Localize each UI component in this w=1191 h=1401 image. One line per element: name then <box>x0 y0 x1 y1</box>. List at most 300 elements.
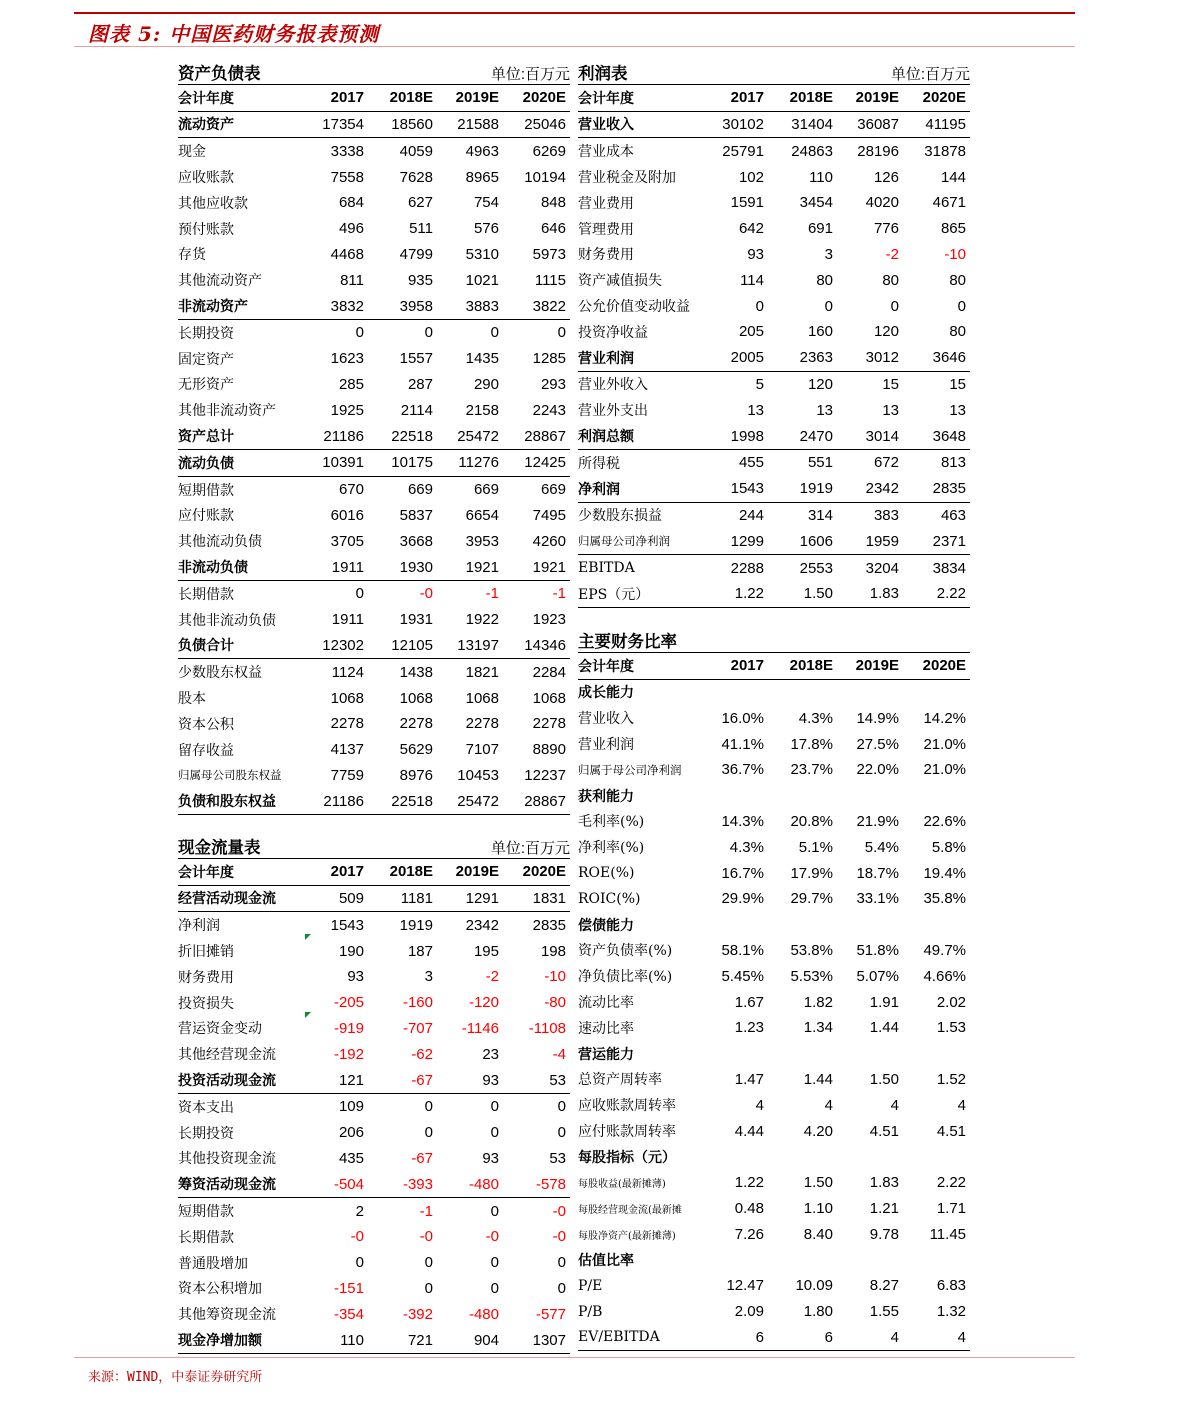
row-label: 长期投资 <box>178 325 234 342</box>
table-row <box>178 1041 570 1067</box>
row-label: 营业外支出 <box>578 403 648 420</box>
table-row <box>178 528 570 554</box>
table-title: 现金流量表 <box>178 837 261 857</box>
row-value: 16.7% <box>721 864 764 882</box>
row-label: 流动负债 <box>178 449 310 476</box>
row-value <box>837 912 903 938</box>
table-row <box>578 555 970 581</box>
row-value: 93 <box>347 968 364 986</box>
table-row <box>578 1273 970 1299</box>
row-value: 16.0% <box>721 709 764 727</box>
row-value: 2278 <box>465 715 499 733</box>
row-value: -67 <box>411 1149 433 1167</box>
row-label: 净利率(%) <box>578 840 645 857</box>
table-row <box>578 783 970 809</box>
unit-label: 单位:百万元 <box>490 839 570 857</box>
table-header-row <box>178 84 570 111</box>
row-value: 3834 <box>932 559 966 577</box>
row-label: 投资损失 <box>178 995 234 1012</box>
row-label: 估值比率 <box>578 1253 634 1270</box>
row-value: 31404 <box>768 111 837 138</box>
row-value: 511 <box>409 220 433 238</box>
row-label: 营业利润 <box>578 737 634 754</box>
table-header-row <box>178 858 570 885</box>
row-label: 营业外收入 <box>578 377 648 394</box>
row-value: 0 <box>557 1098 566 1116</box>
row-value: 5629 <box>399 741 433 759</box>
row-value: 1921 <box>437 554 503 580</box>
row-value: 811 <box>340 271 364 289</box>
row-label: 速动比率 <box>578 1020 634 1037</box>
row-value: 24863 <box>791 142 833 160</box>
table-row <box>578 138 970 164</box>
row-value <box>903 912 970 938</box>
row-value: 5.45% <box>721 967 764 985</box>
row-value: 15 <box>949 375 966 393</box>
table-row <box>578 1067 970 1093</box>
row-value: -577 <box>535 1305 566 1323</box>
row-value <box>903 1041 970 1067</box>
row-value: 1911 <box>310 554 368 580</box>
row-value: -480 <box>468 1305 499 1323</box>
row-value: 21.0% <box>923 761 967 779</box>
table-row <box>178 164 570 190</box>
table-row <box>178 1250 570 1276</box>
table-row <box>578 938 970 964</box>
row-value: 754 <box>473 194 499 212</box>
row-value: 51.8% <box>856 941 899 959</box>
row-value: 1021 <box>465 271 499 289</box>
row-value: 93 <box>747 245 764 263</box>
table-row <box>578 476 970 502</box>
row-value: 4 <box>903 1325 970 1351</box>
row-value: 4.20 <box>803 1122 833 1140</box>
row-value: 12.47 <box>726 1277 764 1295</box>
row-value: 22.6% <box>923 812 967 830</box>
row-value: 120 <box>807 375 833 393</box>
row-value: 1291 <box>437 885 503 912</box>
row-label: 总资产周转率 <box>578 1072 662 1089</box>
row-value: 2342 <box>465 916 499 934</box>
row-label: 归属母公司股东权益 <box>178 768 282 783</box>
row-value: 1.83 <box>837 581 903 607</box>
row-value: 7558 <box>330 168 364 186</box>
row-value: 109 <box>338 1098 364 1116</box>
row-value: 4963 <box>465 142 499 160</box>
row-value: 27.5% <box>856 735 899 753</box>
row-value: 1921 <box>503 554 570 580</box>
row-label: 折旧摊销 <box>178 944 234 961</box>
table-title-row <box>578 58 970 84</box>
row-value: 114 <box>740 271 764 289</box>
row-label: 获利能力 <box>578 788 634 805</box>
figure-caption: 图表 5: 中国医药财务报表预测 <box>88 22 380 46</box>
row-value: 4260 <box>532 532 566 550</box>
row-value <box>768 1144 837 1170</box>
row-value: 551 <box>807 454 833 472</box>
row-value: 1.53 <box>936 1019 967 1037</box>
row-value: 15 <box>882 375 899 393</box>
row-value: 1931 <box>399 611 433 629</box>
row-value <box>710 912 768 938</box>
row-label: 营业税金及附加 <box>578 170 676 187</box>
row-value: 3646 <box>903 345 970 371</box>
row-label: 净负债比率(%) <box>578 969 673 986</box>
table-row <box>578 679 970 705</box>
row-label: 应收账款周转率 <box>578 1098 676 1115</box>
row-value: 5.07% <box>856 967 899 985</box>
row-value: 4.51 <box>869 1122 899 1140</box>
row-value: 80 <box>949 323 966 341</box>
row-value: 3953 <box>465 532 499 550</box>
row-value <box>768 1041 837 1067</box>
row-value: 0 <box>355 585 364 603</box>
table-row <box>178 763 570 789</box>
row-value: 672 <box>873 454 899 472</box>
table-row <box>578 705 970 731</box>
row-label: 资本公积 <box>178 716 234 733</box>
row-value: 4 <box>755 1096 764 1114</box>
row-value: 28867 <box>503 788 570 814</box>
row-value: 3832 <box>310 293 368 319</box>
row-label: 少数股东损益 <box>578 508 662 525</box>
row-value: 80 <box>816 271 833 289</box>
row-value: -1 <box>485 585 499 603</box>
row-value: -120 <box>468 994 499 1012</box>
row-value: 0 <box>490 324 499 342</box>
row-label: 存货 <box>178 247 206 264</box>
table-row <box>578 912 970 938</box>
row-value: -67 <box>368 1067 437 1093</box>
row-label: 营运能力 <box>578 1046 634 1063</box>
row-label: 投资净收益 <box>578 324 648 341</box>
row-value: -160 <box>402 994 433 1012</box>
row-value: 5.4% <box>864 838 899 856</box>
row-label: 其他非流动资产 <box>178 403 276 420</box>
row-label: 现金净增加额 <box>178 1327 310 1353</box>
row-value: 1068 <box>532 689 566 707</box>
row-value: -0 <box>419 585 433 603</box>
row-label: ROE(%) <box>578 865 635 882</box>
header-year: 2020E <box>903 652 970 679</box>
table-title: 资产负债表 <box>178 63 261 83</box>
row-value: 195 <box>473 942 499 960</box>
row-value: 1068 <box>465 689 499 707</box>
row-value: 110 <box>310 1327 368 1353</box>
header-label: 会计年度 <box>578 84 710 111</box>
row-value: 36087 <box>837 111 903 138</box>
row-value: 6654 <box>465 506 499 524</box>
row-label: 普通股增加 <box>178 1255 248 1272</box>
row-value: 1181 <box>368 885 437 912</box>
row-value: 8976 <box>399 766 433 784</box>
row-value: 0 <box>355 324 364 342</box>
row-value: 53.8% <box>790 941 833 959</box>
row-value: 1.50 <box>803 1174 833 1192</box>
table-row <box>178 990 570 1016</box>
row-value: 14.2% <box>923 709 967 727</box>
row-value: 1.21 <box>869 1199 899 1217</box>
row-value: 2158 <box>465 401 499 419</box>
row-value: 25472 <box>437 788 503 814</box>
row-value: 22518 <box>368 788 437 814</box>
row-value: -80 <box>544 994 566 1012</box>
row-value: 6.83 <box>936 1277 967 1295</box>
row-label: 长期投资 <box>178 1125 234 1142</box>
row-value: 4137 <box>330 741 364 759</box>
row-value: 21.9% <box>856 812 899 830</box>
header-year: 2019E <box>437 84 503 111</box>
row-value: 2835 <box>903 476 970 502</box>
row-value: 0 <box>424 324 433 342</box>
row-value: 2 <box>355 1202 364 1220</box>
row-value: 21588 <box>437 111 503 138</box>
row-value: 1.22 <box>734 1174 764 1192</box>
header-label: 会计年度 <box>178 858 310 885</box>
table-row <box>178 1301 570 1327</box>
table-row <box>578 834 970 860</box>
row-value: 21.0% <box>923 735 967 753</box>
row-value: 160 <box>807 323 833 341</box>
row-value: 0 <box>557 1279 566 1297</box>
table-row <box>578 963 970 989</box>
row-value: 93 <box>482 1149 499 1167</box>
row-value: 14.9% <box>856 709 899 727</box>
row-label: 净利润 <box>578 476 710 502</box>
header-year: 2019E <box>837 652 903 679</box>
table-row <box>178 659 570 685</box>
row-value: 23.7% <box>790 761 833 779</box>
row-label: 资产负债率(%) <box>578 943 673 960</box>
row-label: 营业成本 <box>578 144 634 161</box>
row-value: 7.26 <box>734 1225 764 1243</box>
row-value: 0 <box>490 1098 499 1116</box>
row-value: 1919 <box>399 916 433 934</box>
row-value: 7495 <box>532 506 566 524</box>
table-row <box>578 989 970 1015</box>
row-value: 3014 <box>837 423 903 449</box>
row-value: 13 <box>747 401 764 419</box>
table-row <box>178 737 570 763</box>
row-value: 0 <box>957 297 966 315</box>
table-title: 利润表 <box>578 63 628 83</box>
table-row <box>578 860 970 886</box>
row-value: 865 <box>940 220 966 238</box>
row-label: 筹资活动现金流 <box>178 1171 310 1197</box>
table-row <box>178 1198 570 1224</box>
table-row <box>578 111 970 138</box>
row-value: 0 <box>424 1279 433 1297</box>
table-row <box>178 423 570 449</box>
row-value: 3668 <box>399 532 433 550</box>
row-value: 21186 <box>310 423 368 449</box>
row-value: 12302 <box>310 633 368 659</box>
row-value: 80 <box>882 271 899 289</box>
table-row <box>178 216 570 242</box>
row-value: 49.7% <box>923 941 967 959</box>
row-label: 流动比率 <box>578 995 634 1012</box>
row-value: 31878 <box>924 142 966 160</box>
row-value: 8890 <box>532 741 566 759</box>
table-row <box>178 1067 570 1093</box>
table-row <box>578 528 970 554</box>
row-value: 80 <box>949 271 966 289</box>
row-label: 营业费用 <box>578 195 634 212</box>
row-value: -919 <box>333 1019 364 1037</box>
row-value: -62 <box>411 1045 433 1063</box>
table-row <box>178 633 570 659</box>
header-year: 2020E <box>503 858 570 885</box>
row-value: 244 <box>738 506 764 524</box>
row-value: 0 <box>557 1124 566 1142</box>
row-value: 1307 <box>503 1327 570 1353</box>
table-row <box>578 216 970 242</box>
table-row <box>578 886 970 912</box>
row-value: 1.52 <box>936 1070 967 1088</box>
row-value <box>837 1041 903 1067</box>
row-value: 33.1% <box>856 890 899 908</box>
row-label: 毛利率(%) <box>578 814 645 831</box>
row-value <box>837 1144 903 1170</box>
table-row <box>178 190 570 216</box>
row-value <box>903 783 970 809</box>
row-value: -192 <box>333 1045 364 1063</box>
row-value: 0 <box>490 1202 499 1220</box>
row-label: 应收账款 <box>178 170 234 187</box>
table-row <box>178 346 570 372</box>
row-value: 7759 <box>330 766 364 784</box>
row-value: 18560 <box>368 111 437 138</box>
row-value: 509 <box>310 885 368 912</box>
source-note: 来源：WIND，中泰证券研究所 <box>88 1370 263 1385</box>
row-value: 1591 <box>730 194 764 212</box>
table-title: 主要财务比率 <box>578 626 970 652</box>
row-value: -578 <box>503 1171 570 1197</box>
row-value: 383 <box>873 506 899 524</box>
row-value: 2278 <box>532 715 566 733</box>
row-value: -2 <box>885 245 899 263</box>
row-value: 126 <box>873 168 899 186</box>
row-value: 4.51 <box>936 1122 967 1140</box>
row-value: 2243 <box>532 401 566 419</box>
row-value: 1068 <box>330 689 364 707</box>
row-value: 144 <box>940 168 966 186</box>
row-value: 5.8% <box>931 838 967 856</box>
row-label: 长期借款 <box>178 586 234 603</box>
row-value: 120 <box>873 323 899 341</box>
row-value: 721 <box>368 1327 437 1353</box>
row-value: 1.82 <box>803 993 833 1011</box>
table-row <box>178 1016 570 1042</box>
row-value: 19.4% <box>923 864 967 882</box>
header-year: 2017 <box>310 84 368 111</box>
row-value: 287 <box>407 375 433 393</box>
row-value: 3883 <box>437 293 503 319</box>
row-value: 0 <box>355 1254 364 1272</box>
table-row <box>178 267 570 293</box>
cash-flow-table <box>178 832 570 1354</box>
table-row <box>178 449 570 476</box>
row-value: 627 <box>407 194 433 212</box>
row-value: 2371 <box>903 528 970 554</box>
row-label: ROIC(%) <box>578 890 641 907</box>
row-value: 455 <box>738 454 764 472</box>
row-value: 285 <box>338 375 364 393</box>
row-label: 每股经营现金流(最新摊 <box>578 1204 682 1216</box>
row-value: 2.22 <box>903 581 970 607</box>
row-label: 流动资产 <box>178 111 310 138</box>
row-value: 435 <box>338 1149 364 1167</box>
row-value: 1435 <box>465 350 499 368</box>
row-value: 2553 <box>799 559 833 577</box>
row-value: -1146 <box>461 1019 499 1037</box>
row-label: 营业收入 <box>578 711 634 728</box>
row-value: 0 <box>755 297 764 315</box>
row-value: 41.1% <box>721 735 764 753</box>
row-label: 应付账款 <box>178 508 234 525</box>
row-value: 28867 <box>503 423 570 449</box>
row-value: -0 <box>350 1228 364 1246</box>
top-rule <box>74 12 1075 14</box>
row-label: EBITDA <box>578 560 635 577</box>
row-label: 每股指标（元） <box>578 1149 676 1166</box>
row-label: 负债和股东权益 <box>178 788 310 814</box>
row-value: 293 <box>540 375 566 393</box>
row-value: 4468 <box>330 245 364 263</box>
financial-ratios-table <box>578 626 970 1351</box>
row-value: 13197 <box>437 633 503 659</box>
table-row <box>178 685 570 711</box>
table-row <box>178 938 570 964</box>
table-row <box>578 1144 970 1170</box>
row-value: 2114 <box>400 401 433 419</box>
row-value: 2342 <box>837 476 903 502</box>
table-row <box>578 1196 970 1222</box>
row-value: -1 <box>419 1202 433 1220</box>
table-row <box>578 1118 970 1144</box>
row-label: 营运资金变动 <box>178 1021 262 1038</box>
table-row <box>178 1120 570 1146</box>
header-label: 会计年度 <box>578 652 710 679</box>
row-value: 4799 <box>399 245 433 263</box>
table-row <box>178 885 570 912</box>
row-value: 13 <box>949 401 966 419</box>
row-value: 1.34 <box>803 1019 833 1037</box>
balance-sheet-table <box>178 58 570 815</box>
row-label: 固定资产 <box>178 351 234 368</box>
row-value: 3 <box>424 968 433 986</box>
table-row <box>578 1041 970 1067</box>
row-value: 1998 <box>710 423 768 449</box>
table-row <box>178 111 570 138</box>
row-value: 17.9% <box>790 864 833 882</box>
row-value: 1.23 <box>734 1019 764 1037</box>
row-value: 29.7% <box>790 890 833 908</box>
row-value <box>903 1144 970 1170</box>
row-value: 3204 <box>865 559 899 577</box>
row-value: 776 <box>873 220 899 238</box>
row-value: 30102 <box>710 111 768 138</box>
row-value: 3705 <box>330 532 364 550</box>
row-label: 长期借款 <box>178 1229 234 1246</box>
row-value: 10.09 <box>795 1277 833 1295</box>
row-value: 1.44 <box>803 1070 833 1088</box>
table-row <box>178 912 570 938</box>
row-value: -0 <box>552 1202 566 1220</box>
row-value: 2363 <box>768 345 837 371</box>
header-year: 2018E <box>768 652 837 679</box>
table-row <box>178 1276 570 1302</box>
